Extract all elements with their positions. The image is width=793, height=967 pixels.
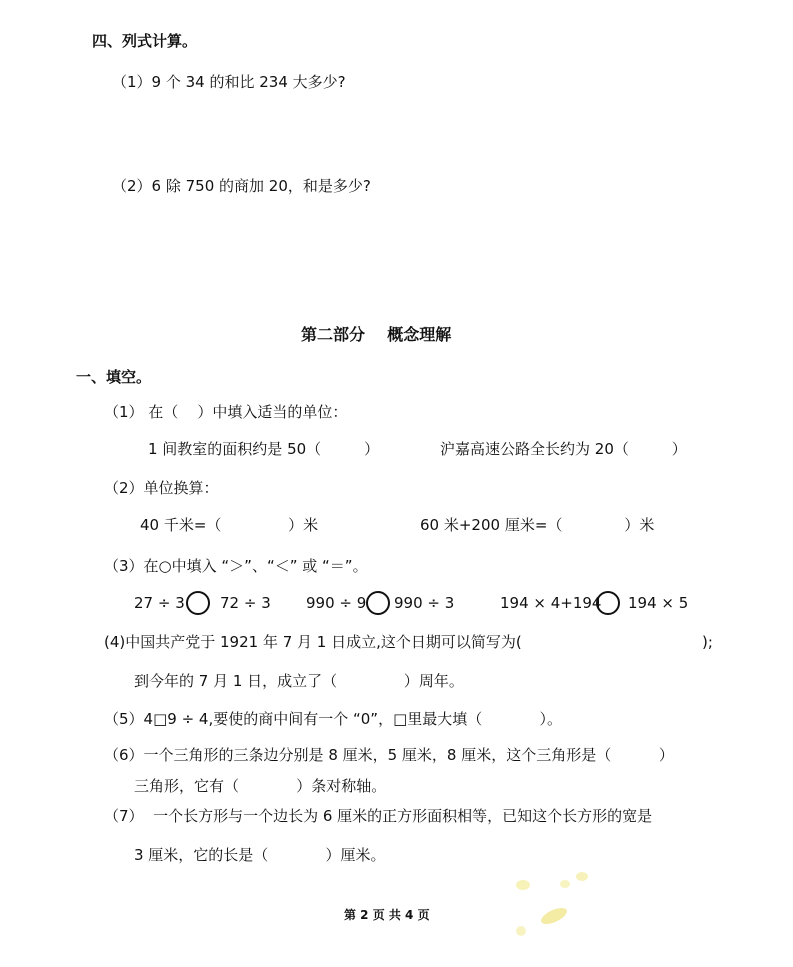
fill-q4-line-1-end: ); — [702, 633, 713, 651]
fill-q2-intro: （2）单位换算： — [104, 479, 219, 497]
fill-heading: 一、填空。 — [76, 368, 152, 386]
fill-q5: （5）4□9 ÷ 4,要使的商中间有一个 “0”，□里最大填（ ）。 — [104, 710, 562, 728]
calc-question-2: （2）6 除 750 的商加 20，和是多少? — [112, 177, 371, 195]
fill-q7-line-2: 3 厘米，它的长是（ ）厘米。 — [134, 846, 386, 864]
fill-q1-b: 沪嘉高速公路全长约为 20（ ） — [440, 440, 687, 458]
fill-q4-line-2: 到今年的 7 月 1 日，成立了（ ）周年。 — [134, 672, 464, 690]
compare-2-right: 990 ÷ 3 — [394, 594, 455, 612]
compare-2-left: 990 ÷ 9 — [306, 594, 367, 612]
fill-q6-line-2: 三角形，它有（ ）条对称轴。 — [134, 777, 387, 795]
calc-question-1: （1）9 个 34 的和比 234 大多少? — [112, 73, 346, 91]
fill-q6-line-1: （6）一个三角形的三条边分别是 8 厘米，5 厘米，8 厘米，这个三角形是（ ） — [104, 746, 674, 764]
compare-1-left: 27 ÷ 3 — [134, 594, 185, 612]
fill-q7-line-1: （7） 一个长方形与一个边长为 6 厘米的正方形面积相等，已知这个长方形的宽是 — [104, 807, 653, 825]
compare-circle — [596, 591, 620, 615]
fill-q1-intro: （1） 在（ ）中填入适当的单位： — [104, 403, 348, 421]
compare-3-right: 194 × 5 — [628, 594, 689, 612]
fill-q2-a: 40 千米=（ ）米 — [140, 516, 319, 534]
fill-q2-b: 60 米+200 厘米=（ ）米 — [420, 516, 655, 534]
section-4-heading: 四、列式计算。 — [92, 32, 198, 50]
compare-circle — [186, 591, 210, 615]
part-2-title: 第二部分 概念理解 — [301, 325, 452, 344]
fill-q3-intro: （3）在○中填入 “＞”、“＜” 或 “＝”。 — [104, 557, 368, 575]
compare-circle — [366, 591, 390, 615]
compare-1-right: 72 ÷ 3 — [220, 594, 271, 612]
fill-q4-line-1: (4)中国共产党于 1921 年 7 月 1 日成立,这个日期可以简写为( — [104, 633, 522, 651]
compare-3-left: 194 × 4+194 — [500, 594, 602, 612]
page-footer: 第 2 页 共 4 页 — [344, 908, 430, 922]
fill-q1-a: 1 间教室的面积约是 50（ ） — [148, 440, 380, 458]
